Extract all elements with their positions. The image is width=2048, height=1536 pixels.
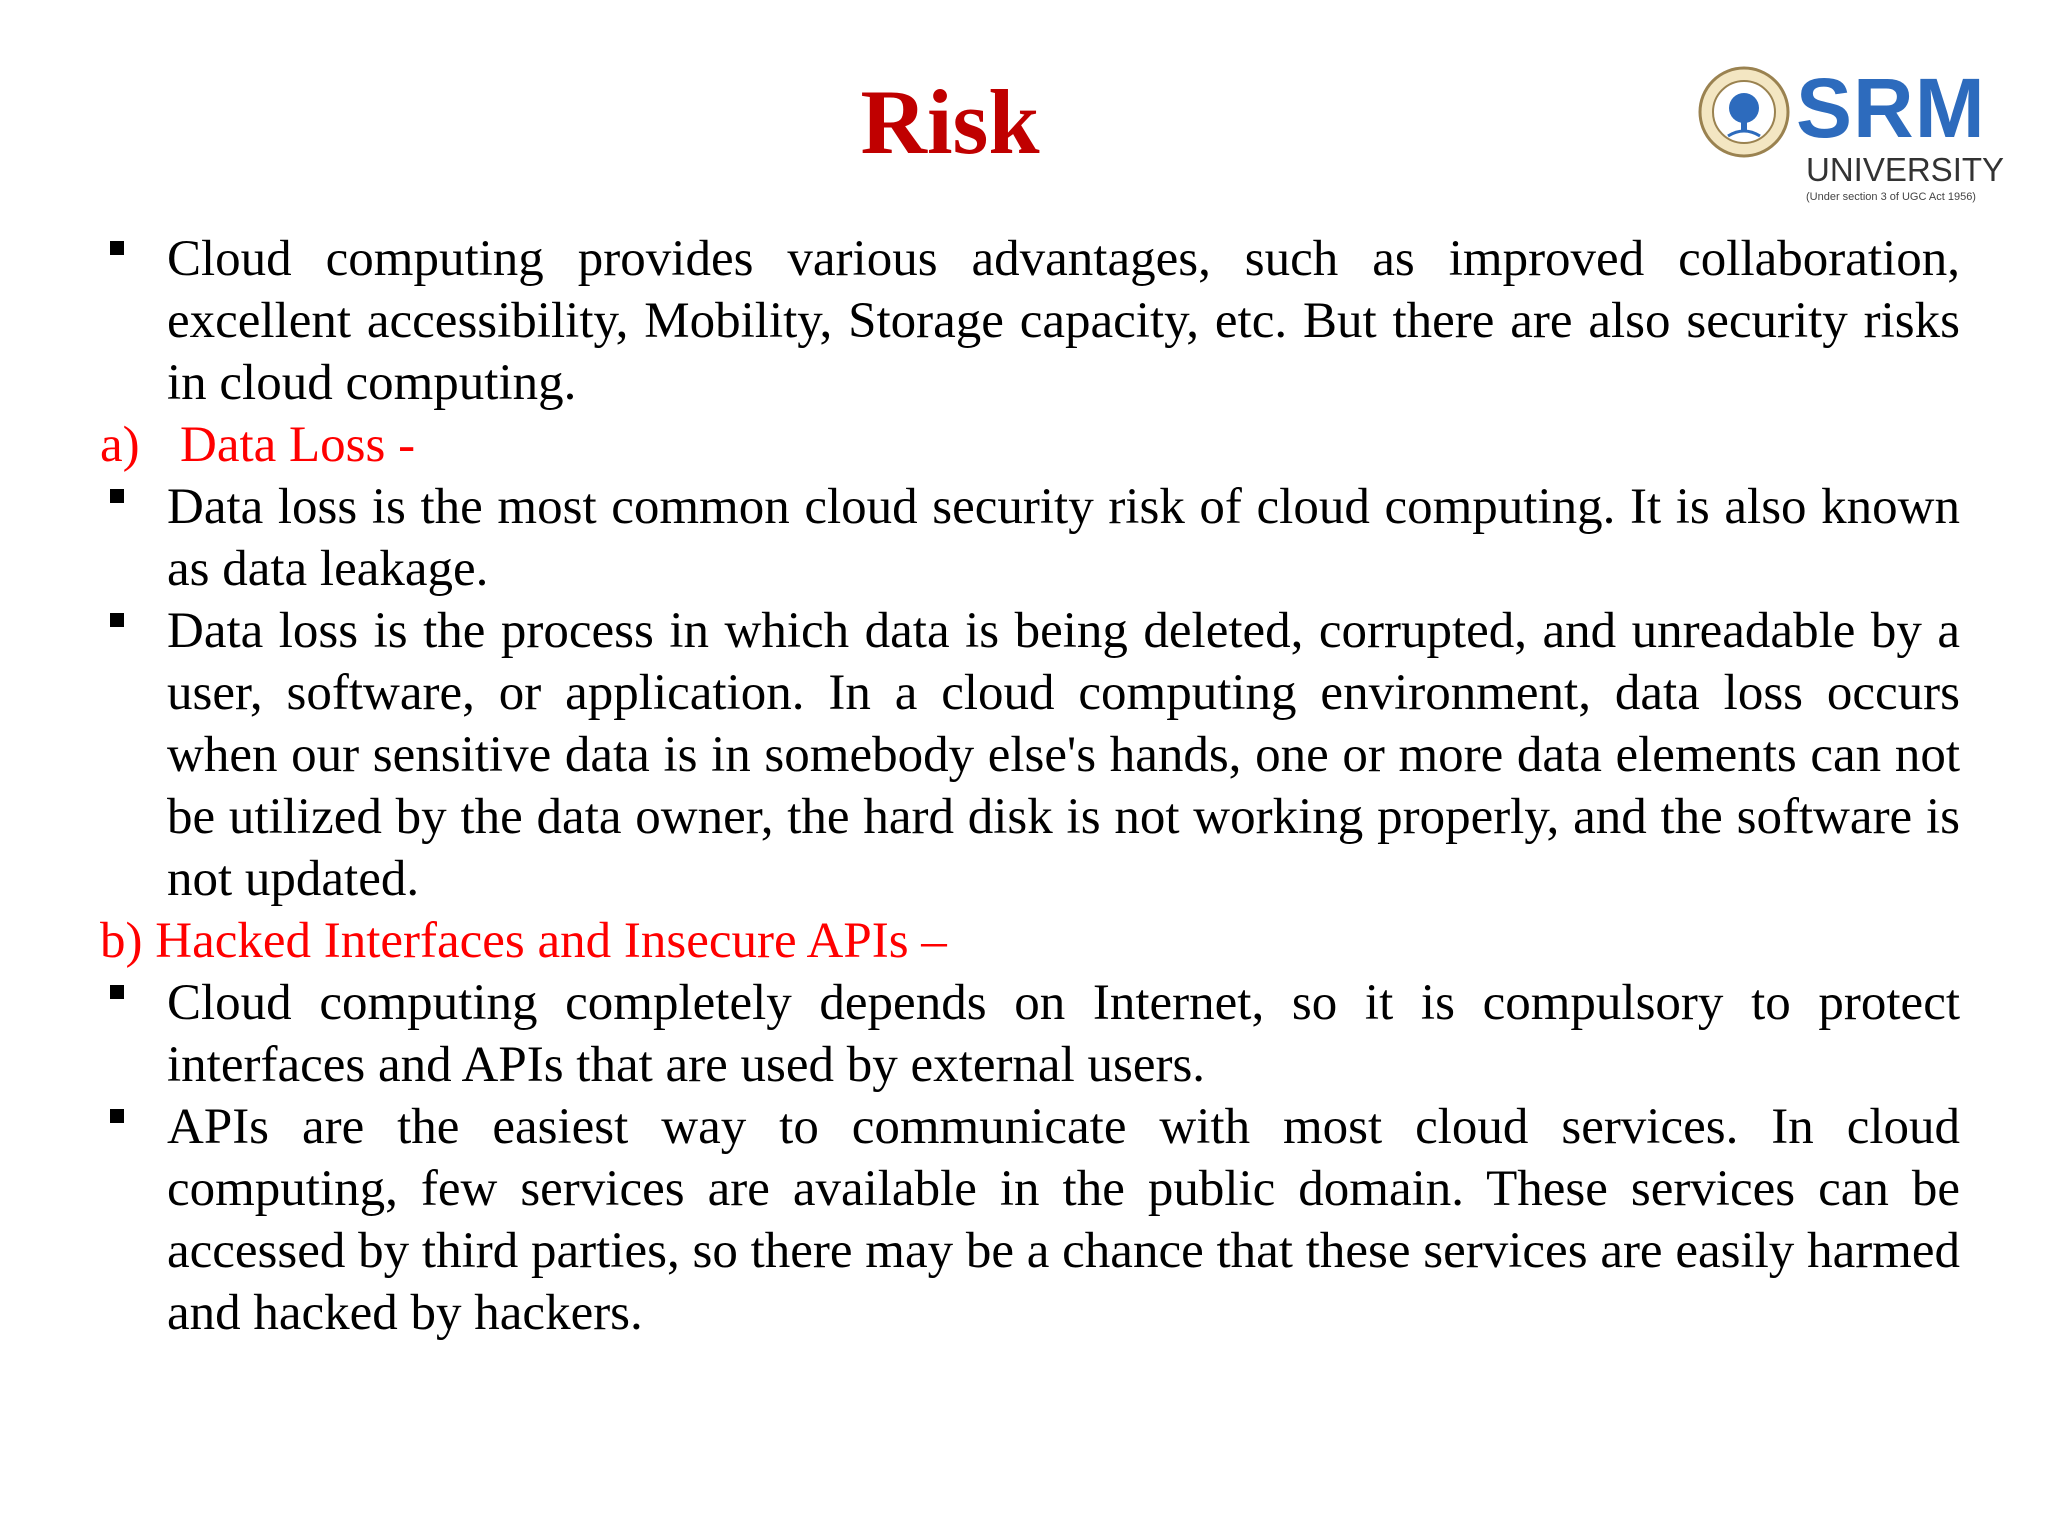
bullet-text: Data loss is the most common cloud security risk of cloud computing. It is also known as data leakage. — [167, 479, 1960, 597]
bullet-text: Cloud computing completely depends on Internet, so it is compulsory to protect interfaces and APIs that are used by external users. — [167, 975, 1960, 1093]
bullet-text: Data loss is the process in which data is being deleted, corrupted, and unreadable by a user, software, or application. In a cloud computing environment, data loss occurs when our sensitive data is in somebody else's hands, one or more data elements can not be utilized by the data owner, the hard disk is not working properly, and the software is not updated. — [167, 603, 1960, 907]
section-b-heading: b) Hacked Interfaces and Insecure APIs – — [100, 913, 947, 969]
bullet-text: Cloud computing provides various advantages, such as improved collaboration, excellent accessibility, Mobility, Storage capacity, etc. But there are also security risks in cloud computing. — [167, 231, 1960, 411]
section-a-label: a) — [100, 417, 140, 473]
square-bullet-icon — [110, 1109, 124, 1123]
square-bullet-icon — [110, 985, 124, 999]
bullet-intro — [100, 228, 1960, 414]
bullet-a-2 — [100, 600, 1960, 910]
bullet-b-1 — [100, 972, 1960, 1096]
square-bullet-icon — [110, 489, 124, 503]
bullet-a-1 — [100, 476, 1960, 600]
square-bullet-icon — [110, 241, 124, 255]
section-a-title: Data Loss - — [180, 417, 416, 473]
bullet-text: APIs are the easiest way to communicate with most cloud services. In cloud computing, few services are available in the public domain. These services can be accessed by third parties, so there may be a chance that these services are easily harmed and hacked by hackers. — [167, 1099, 1960, 1341]
bullet-b-2 — [100, 1096, 1960, 1344]
slide-title: Risk — [860, 71, 1040, 173]
university-seal-icon — [1698, 66, 1790, 158]
srm-university-logo — [1698, 58, 2008, 206]
slide-content — [100, 228, 1960, 1344]
logo-name: SRM — [1796, 61, 1986, 155]
logo-note: (Under section 3 of UGC Act 1956) — [1806, 191, 1976, 203]
logo-subtitle: UNIVERSITY — [1806, 151, 2005, 188]
square-bullet-icon — [110, 613, 124, 627]
section-a-heading — [100, 414, 1960, 476]
